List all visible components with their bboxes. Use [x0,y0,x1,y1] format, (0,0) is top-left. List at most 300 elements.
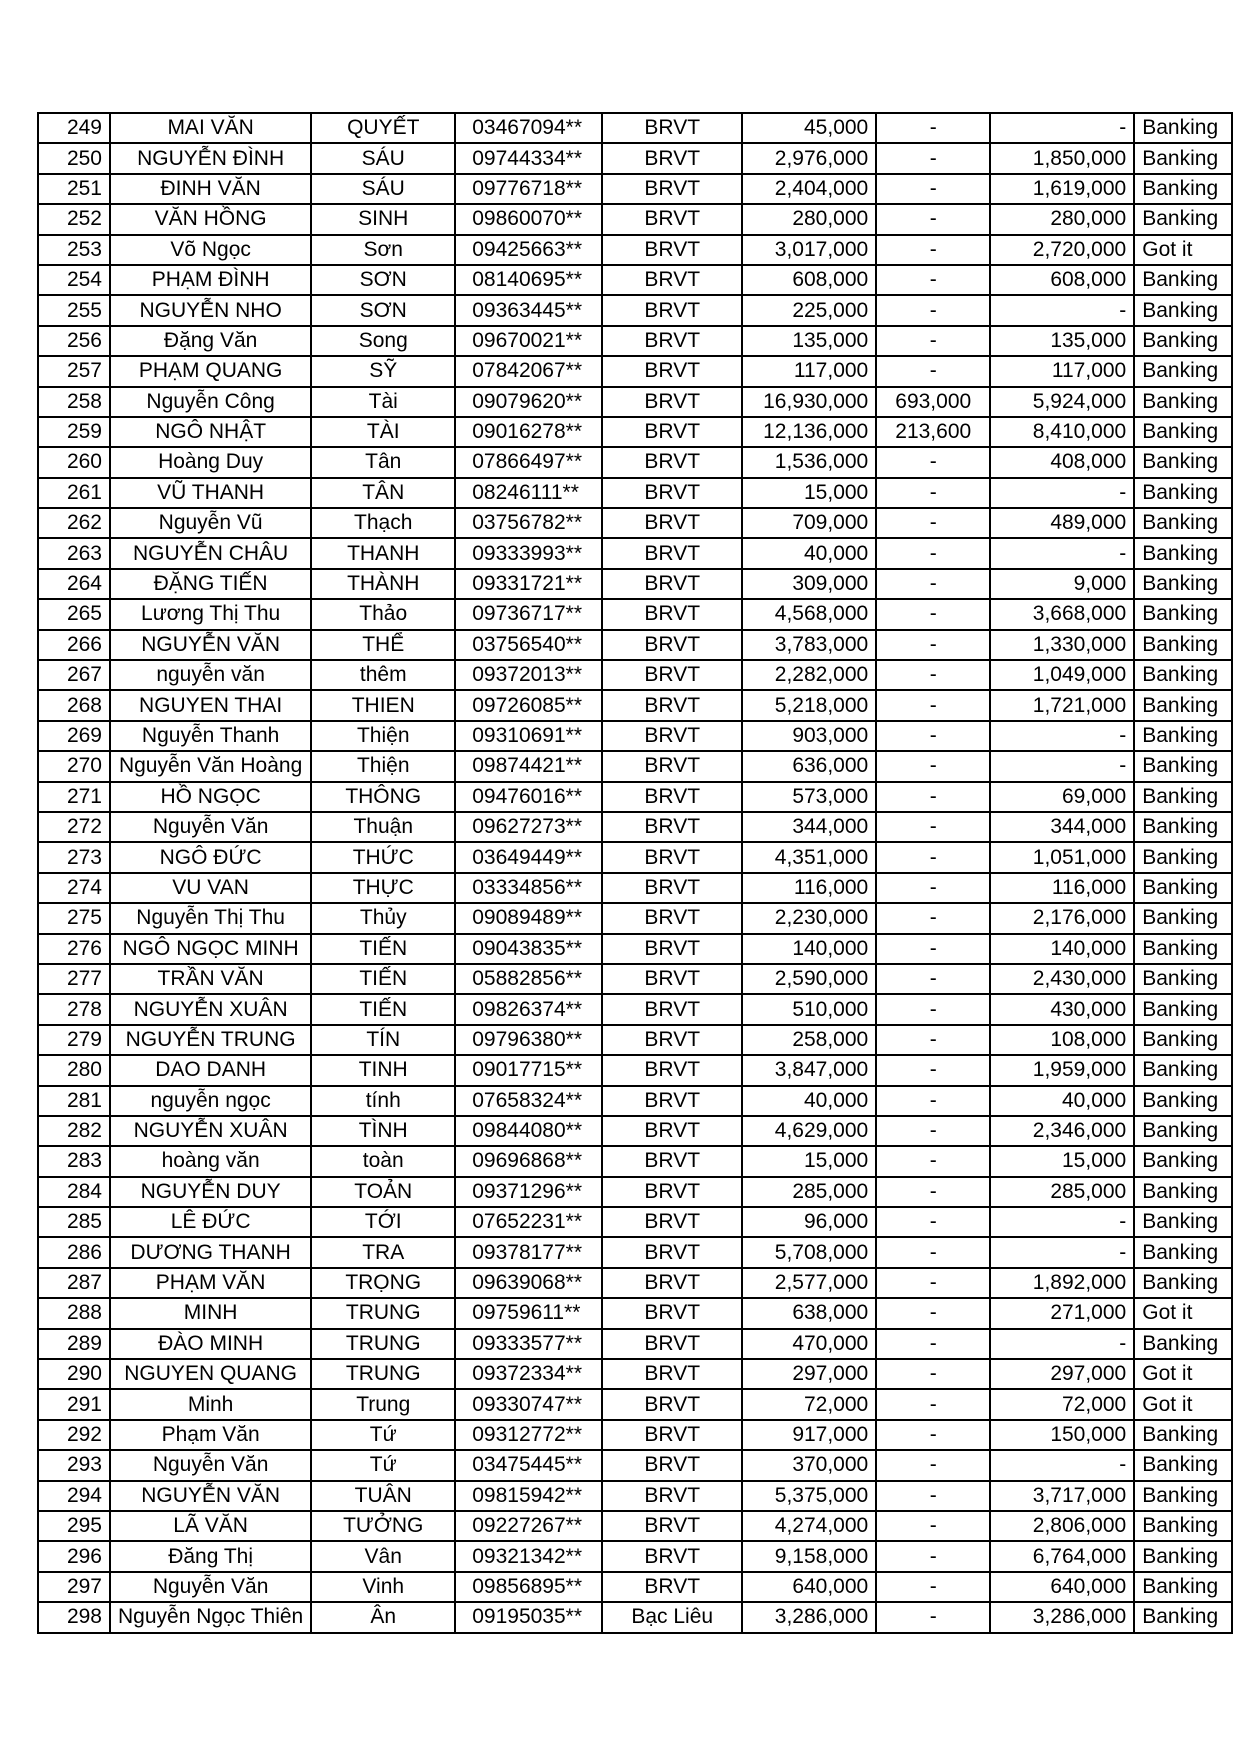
province-cell: BRVT [602,204,742,234]
payment-method-cell: Banking [1134,994,1232,1024]
table-row [38,751,1232,781]
given-name-cell: TIẾN [311,994,455,1024]
table-row [38,721,1232,751]
phone-cell: 07652231** [455,1207,602,1237]
remaining-amount-cell: - [990,1329,1134,1359]
remaining-amount-cell: 1,959,000 [990,1055,1134,1085]
province-cell: BRVT [602,934,742,964]
given-name-cell: TÂN [311,478,455,508]
surname-cell: NGUYEN QUANG [110,1359,311,1389]
other-amount-cell: - [876,994,990,1024]
phone-cell: 09372013** [455,660,602,690]
payment-method-cell: Banking [1134,873,1232,903]
row-number-cell: 272 [38,812,110,842]
table-row [38,1298,1232,1328]
table-row [38,1572,1232,1602]
surname-cell: DAO DANH [110,1055,311,1085]
given-name-cell: SỸ [311,356,455,386]
row-number-cell: 251 [38,174,110,204]
table-row [38,812,1232,842]
remaining-amount-cell: 1,721,000 [990,690,1134,720]
table-row [38,782,1232,812]
other-amount-cell: - [876,873,990,903]
province-cell: BRVT [602,569,742,599]
table-row [38,1450,1232,1480]
province-cell: BRVT [602,1055,742,1085]
total-amount-cell: 40,000 [742,1086,876,1116]
phone-cell: 09476016** [455,782,602,812]
phone-cell: 09017715** [455,1055,602,1085]
table-row [38,690,1232,720]
table-row [38,1329,1232,1359]
total-amount-cell: 2,577,000 [742,1268,876,1298]
remaining-amount-cell: 3,286,000 [990,1602,1134,1632]
phone-cell: 09043835** [455,934,602,964]
given-name-cell: TIẾN [311,934,455,964]
province-cell: BRVT [602,1268,742,1298]
table-row [38,235,1232,265]
phone-cell: 03467094** [455,113,602,143]
total-amount-cell: 3,847,000 [742,1055,876,1085]
given-name-cell: TIẾN [311,964,455,994]
given-name-cell: thêm [311,660,455,690]
other-amount-cell: - [876,1177,990,1207]
table-row [38,1146,1232,1176]
table-row [38,1237,1232,1267]
phone-cell: 09696868** [455,1146,602,1176]
given-name-cell: Sơn [311,235,455,265]
other-amount-cell: - [876,1055,990,1085]
total-amount-cell: 12,136,000 [742,417,876,447]
row-number-cell: 257 [38,356,110,386]
total-amount-cell: 470,000 [742,1329,876,1359]
province-cell: BRVT [602,1481,742,1511]
phone-cell: 09670021** [455,326,602,356]
province-cell: BRVT [602,660,742,690]
phone-cell: 09815942** [455,1481,602,1511]
row-number-cell: 269 [38,721,110,751]
remaining-amount-cell: - [990,478,1134,508]
remaining-amount-cell: 2,430,000 [990,964,1134,994]
payment-method-cell: Banking [1134,1025,1232,1055]
surname-cell: VĂN HỒNG [110,204,311,234]
table-row [38,356,1232,386]
other-amount-cell: - [876,1450,990,1480]
province-cell: BRVT [602,1177,742,1207]
surname-cell: ĐINH VĂN [110,174,311,204]
total-amount-cell: 608,000 [742,265,876,295]
province-cell: BRVT [602,782,742,812]
given-name-cell: Vân [311,1541,455,1571]
province-cell: BRVT [602,1511,742,1541]
payment-method-cell: Banking [1134,812,1232,842]
other-amount-cell: - [876,569,990,599]
other-amount-cell: - [876,630,990,660]
remaining-amount-cell: 1,051,000 [990,842,1134,872]
phone-cell: 09874421** [455,751,602,781]
other-amount-cell: - [876,660,990,690]
remaining-amount-cell: - [990,113,1134,143]
table-row [38,964,1232,994]
payment-method-cell: Banking [1134,964,1232,994]
table-row [38,1025,1232,1055]
remaining-amount-cell: - [990,538,1134,568]
table-row [38,478,1232,508]
phone-cell: 09639068** [455,1268,602,1298]
other-amount-cell: - [876,235,990,265]
remaining-amount-cell: 6,764,000 [990,1541,1134,1571]
other-amount-cell: - [876,538,990,568]
payment-method-cell: Banking [1134,478,1232,508]
total-amount-cell: 510,000 [742,994,876,1024]
province-cell: BRVT [602,1450,742,1480]
payment-method-cell: Banking [1134,447,1232,477]
row-number-cell: 264 [38,569,110,599]
surname-cell: NGUYỄN TRUNG [110,1025,311,1055]
given-name-cell: SƠN [311,265,455,295]
phone-cell: 09333577** [455,1329,602,1359]
total-amount-cell: 116,000 [742,873,876,903]
given-name-cell: THỂ [311,630,455,660]
row-number-cell: 295 [38,1511,110,1541]
province-cell: BRVT [602,417,742,447]
surname-cell: PHẠM ĐÌNH [110,265,311,295]
table-row [38,1116,1232,1146]
surname-cell: ĐẶNG TIẾN [110,569,311,599]
phone-cell: 03334856** [455,873,602,903]
payment-method-cell: Banking [1134,599,1232,629]
other-amount-cell: - [876,1146,990,1176]
remaining-amount-cell: 15,000 [990,1146,1134,1176]
total-amount-cell: 45,000 [742,113,876,143]
phone-cell: 09371296** [455,1177,602,1207]
other-amount-cell: - [876,113,990,143]
payment-method-cell: Banking [1134,1055,1232,1085]
remaining-amount-cell: 1,850,000 [990,143,1134,173]
other-amount-cell: - [876,1359,990,1389]
province-cell: BRVT [602,1329,742,1359]
surname-cell: PHẠM QUANG [110,356,311,386]
row-number-cell: 265 [38,599,110,629]
row-number-cell: 290 [38,1359,110,1389]
total-amount-cell: 280,000 [742,204,876,234]
remaining-amount-cell: 69,000 [990,782,1134,812]
given-name-cell: TƯỞNG [311,1511,455,1541]
given-name-cell: QUYẾT [311,113,455,143]
other-amount-cell: - [876,508,990,538]
surname-cell: NGUYỄN NHO [110,295,311,325]
phone-cell: 05882856** [455,964,602,994]
payment-method-cell: Banking [1134,1572,1232,1602]
surname-cell: Đăng Thị [110,1541,311,1571]
total-amount-cell: 40,000 [742,538,876,568]
remaining-amount-cell: 3,668,000 [990,599,1134,629]
province-cell: BRVT [602,235,742,265]
surname-cell: NGUYỄN XUÂN [110,1116,311,1146]
remaining-amount-cell: 9,000 [990,569,1134,599]
total-amount-cell: 117,000 [742,356,876,386]
province-cell: BRVT [602,508,742,538]
payment-method-cell: Banking [1134,1481,1232,1511]
table-row [38,630,1232,660]
phone-cell: 09726085** [455,690,602,720]
table-row [38,1207,1232,1237]
payment-method-cell: Banking [1134,690,1232,720]
surname-cell: Nguyễn Văn Hoàng [110,751,311,781]
row-number-cell: 260 [38,447,110,477]
payment-method-cell: Banking [1134,569,1232,599]
phone-cell: 09860070** [455,204,602,234]
table-row [38,326,1232,356]
province-cell: BRVT [602,1572,742,1602]
phone-cell: 09089489** [455,903,602,933]
given-name-cell: Thiện [311,751,455,781]
given-name-cell: THIEN [311,690,455,720]
payment-method-cell: Banking [1134,660,1232,690]
row-number-cell: 270 [38,751,110,781]
row-number-cell: 252 [38,204,110,234]
phone-cell: 09776718** [455,174,602,204]
remaining-amount-cell: 344,000 [990,812,1134,842]
other-amount-cell: - [876,1420,990,1450]
total-amount-cell: 5,218,000 [742,690,876,720]
province-cell: BRVT [602,1025,742,1055]
payment-method-cell: Banking [1134,1146,1232,1176]
other-amount-cell: - [876,356,990,386]
surname-cell: NGUYỄN XUÂN [110,994,311,1024]
row-number-cell: 259 [38,417,110,447]
total-amount-cell: 917,000 [742,1420,876,1450]
phone-cell: 07866497** [455,447,602,477]
remaining-amount-cell: 72,000 [990,1389,1134,1419]
given-name-cell: Thiện [311,721,455,751]
row-number-cell: 273 [38,842,110,872]
total-amount-cell: 370,000 [742,1450,876,1480]
phone-cell: 09378177** [455,1237,602,1267]
row-number-cell: 258 [38,387,110,417]
row-number-cell: 296 [38,1541,110,1571]
total-amount-cell: 344,000 [742,812,876,842]
row-number-cell: 294 [38,1481,110,1511]
other-amount-cell: - [876,721,990,751]
other-amount-cell: 693,000 [876,387,990,417]
other-amount-cell: - [876,174,990,204]
surname-cell: Nguyễn Công [110,387,311,417]
surname-cell: NGUYỄN ĐÌNH [110,143,311,173]
payment-method-cell: Banking [1134,1207,1232,1237]
other-amount-cell: - [876,447,990,477]
phone-cell: 07842067** [455,356,602,386]
row-number-cell: 276 [38,934,110,964]
remaining-amount-cell: - [990,721,1134,751]
payment-method-cell: Banking [1134,842,1232,872]
total-amount-cell: 2,230,000 [742,903,876,933]
province-cell: BRVT [602,174,742,204]
given-name-cell: THÀNH [311,569,455,599]
total-amount-cell: 16,930,000 [742,387,876,417]
row-number-cell: 267 [38,660,110,690]
payment-method-cell: Banking [1134,1511,1232,1541]
remaining-amount-cell: 150,000 [990,1420,1134,1450]
other-amount-cell: - [876,1329,990,1359]
other-amount-cell: - [876,1237,990,1267]
table-row [38,447,1232,477]
given-name-cell: Song [311,326,455,356]
total-amount-cell: 4,568,000 [742,599,876,629]
remaining-amount-cell: 2,176,000 [990,903,1134,933]
given-name-cell: TOẢN [311,1177,455,1207]
phone-cell: 09826374** [455,994,602,1024]
given-name-cell: Ân [311,1602,455,1632]
payment-method-cell: Banking [1134,356,1232,386]
phone-cell: 09744334** [455,143,602,173]
province-cell: BRVT [602,113,742,143]
table-row [38,599,1232,629]
surname-cell: NGUYỄN CHÂU [110,538,311,568]
province-cell: BRVT [602,1389,742,1419]
province-cell: BRVT [602,1541,742,1571]
other-amount-cell: 213,600 [876,417,990,447]
payment-method-cell: Banking [1134,903,1232,933]
province-cell: BRVT [602,903,742,933]
given-name-cell: Tân [311,447,455,477]
given-name-cell: THANH [311,538,455,568]
payment-method-cell: Banking [1134,782,1232,812]
province-cell: BRVT [602,447,742,477]
total-amount-cell: 573,000 [742,782,876,812]
given-name-cell: TRUNG [311,1329,455,1359]
surname-cell: NGUYỄN VĂN [110,1481,311,1511]
other-amount-cell: - [876,1541,990,1571]
row-number-cell: 253 [38,235,110,265]
given-name-cell: TÍN [311,1025,455,1055]
province-cell: BRVT [602,265,742,295]
total-amount-cell: 709,000 [742,508,876,538]
given-name-cell: SINH [311,204,455,234]
remaining-amount-cell: - [990,1237,1134,1267]
data-table [37,112,1233,1634]
given-name-cell: THỰC [311,873,455,903]
surname-cell: NGUYEN THAI [110,690,311,720]
row-number-cell: 298 [38,1602,110,1632]
total-amount-cell: 638,000 [742,1298,876,1328]
remaining-amount-cell: 117,000 [990,356,1134,386]
surname-cell: Nguyễn Ngọc Thiên [110,1602,311,1632]
given-name-cell: TRUNG [311,1298,455,1328]
row-number-cell: 263 [38,538,110,568]
surname-cell: Nguyễn Văn [110,812,311,842]
table-row [38,873,1232,903]
surname-cell: Minh [110,1389,311,1419]
table-row [38,113,1232,143]
total-amount-cell: 309,000 [742,569,876,599]
other-amount-cell: - [876,1268,990,1298]
row-number-cell: 274 [38,873,110,903]
table-row [38,569,1232,599]
total-amount-cell: 5,375,000 [742,1481,876,1511]
row-number-cell: 277 [38,964,110,994]
total-amount-cell: 225,000 [742,295,876,325]
table-row [38,204,1232,234]
province-cell: BRVT [602,721,742,751]
table-row [38,1086,1232,1116]
row-number-cell: 282 [38,1116,110,1146]
table-row [38,1268,1232,1298]
table-row [38,1055,1232,1085]
province-cell: BRVT [602,387,742,417]
remaining-amount-cell: 1,892,000 [990,1268,1134,1298]
table-row [38,387,1232,417]
remaining-amount-cell: 280,000 [990,204,1134,234]
surname-cell: NGÔ NHẬT [110,417,311,447]
remaining-amount-cell: 2,720,000 [990,235,1134,265]
total-amount-cell: 4,629,000 [742,1116,876,1146]
table-row [38,903,1232,933]
remaining-amount-cell: 1,619,000 [990,174,1134,204]
payment-method-cell: Banking [1134,1602,1232,1632]
payment-method-cell: Banking [1134,1541,1232,1571]
row-number-cell: 289 [38,1329,110,1359]
other-amount-cell: - [876,1481,990,1511]
given-name-cell: tính [311,1086,455,1116]
other-amount-cell: - [876,903,990,933]
other-amount-cell: - [876,934,990,964]
total-amount-cell: 2,590,000 [742,964,876,994]
given-name-cell: Tài [311,387,455,417]
row-number-cell: 291 [38,1389,110,1419]
other-amount-cell: - [876,812,990,842]
total-amount-cell: 140,000 [742,934,876,964]
given-name-cell: TUÂN [311,1481,455,1511]
payment-method-cell: Got it [1134,235,1232,265]
total-amount-cell: 5,708,000 [742,1237,876,1267]
province-cell: BRVT [602,1146,742,1176]
total-amount-cell: 636,000 [742,751,876,781]
table-row [38,143,1232,173]
total-amount-cell: 258,000 [742,1025,876,1055]
payment-method-cell: Banking [1134,630,1232,660]
other-amount-cell: - [876,204,990,234]
total-amount-cell: 903,000 [742,721,876,751]
row-number-cell: 250 [38,143,110,173]
other-amount-cell: - [876,1116,990,1146]
row-number-cell: 283 [38,1146,110,1176]
row-number-cell: 249 [38,113,110,143]
payment-method-cell: Banking [1134,204,1232,234]
province-cell: BRVT [602,630,742,660]
surname-cell: MINH [110,1298,311,1328]
other-amount-cell: - [876,964,990,994]
surname-cell: hoàng văn [110,1146,311,1176]
other-amount-cell: - [876,265,990,295]
remaining-amount-cell: 135,000 [990,326,1134,356]
table-row [38,538,1232,568]
surname-cell: TRẦN VĂN [110,964,311,994]
remaining-amount-cell: 2,806,000 [990,1511,1134,1541]
row-number-cell: 271 [38,782,110,812]
table-row [38,265,1232,295]
province-cell: BRVT [602,994,742,1024]
table-row [38,417,1232,447]
surname-cell: NGÔ NGỌC MINH [110,934,311,964]
table-body [38,113,1232,1633]
phone-cell: 09363445** [455,295,602,325]
payment-method-cell: Banking [1134,387,1232,417]
table-row [38,1602,1232,1632]
remaining-amount-cell: 489,000 [990,508,1134,538]
given-name-cell: TÀI [311,417,455,447]
phone-cell: 09333993** [455,538,602,568]
